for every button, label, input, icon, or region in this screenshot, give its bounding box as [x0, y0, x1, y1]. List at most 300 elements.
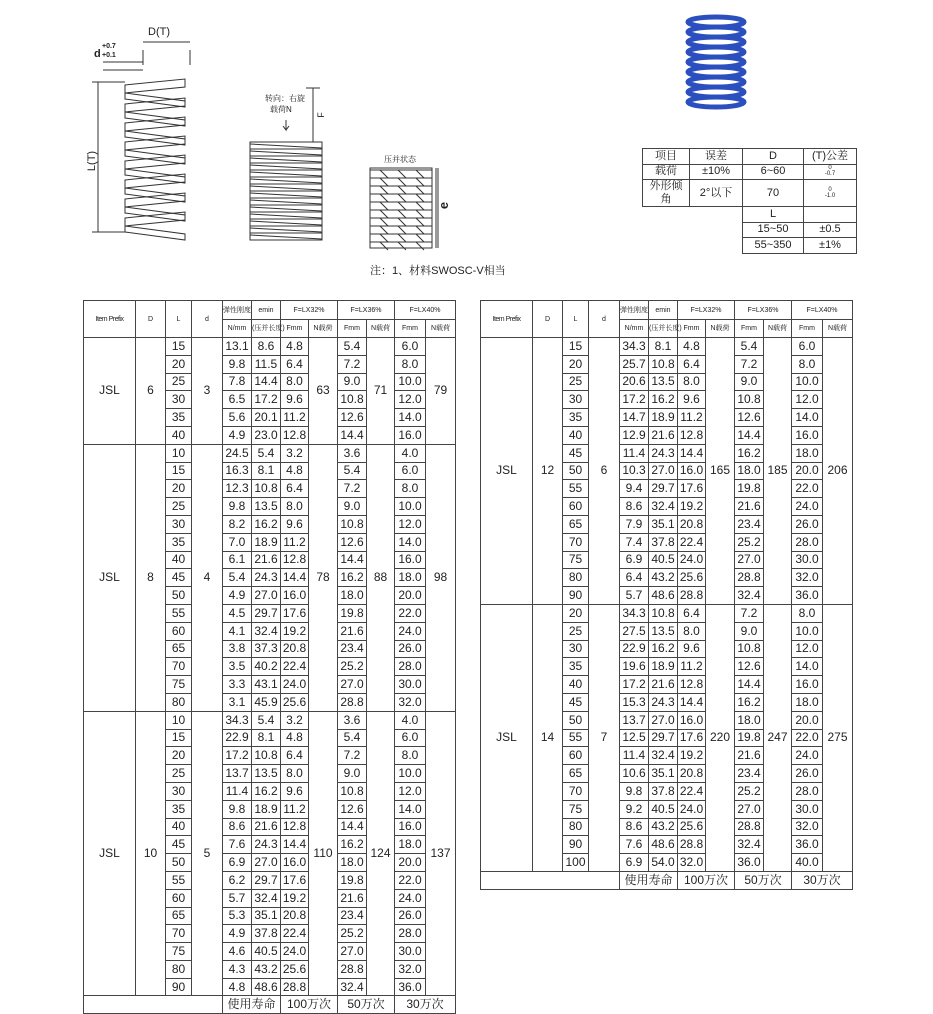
cell-L: 10: [166, 711, 192, 729]
cell-stiffness: 6.9: [223, 854, 252, 872]
cell-emin: 43.2: [649, 818, 678, 836]
coil-line: [250, 235, 322, 239]
cell-L: 75: [563, 551, 589, 569]
cell-L: 15: [563, 338, 589, 356]
cell-f36-load: 185: [764, 338, 792, 605]
cell-f40-fmm: 26.0: [395, 907, 426, 925]
cell-f36-fmm: 27.0: [338, 943, 367, 961]
cell-L: 35: [563, 658, 589, 676]
cell-f40-fmm: 14.0: [395, 800, 426, 818]
cell-f32-fmm: 11.2: [281, 800, 309, 818]
cell-stiffness: 4.9: [223, 587, 252, 605]
cell-f36-load: 124: [367, 711, 395, 996]
cell-f36-fmm: 27.0: [735, 800, 764, 818]
cell-stiffness: 5.7: [620, 587, 649, 605]
cell-emin: 32.4: [649, 747, 678, 765]
cell-stiffness: 15.3: [620, 693, 649, 711]
cell-stiffness: 19.6: [620, 658, 649, 676]
header-emin: emin: [649, 301, 678, 320]
cell-d: 4: [192, 444, 223, 711]
tol-D: 6~60: [743, 164, 804, 180]
hatch: [380, 210, 424, 218]
cell-f36-fmm: 10.8: [735, 640, 764, 658]
dim-L-label: L(T): [86, 150, 99, 172]
cell-f36-fmm: 10.8: [338, 515, 367, 533]
cell-f36-fmm: 9.0: [735, 373, 764, 391]
cell-f40-fmm: 22.0: [792, 729, 823, 747]
header-f36: F=LX36%: [338, 301, 395, 320]
cell-f36-fmm: 28.8: [735, 569, 764, 587]
cell-L: 55: [166, 871, 192, 889]
cell-stiffness: 9.8: [223, 800, 252, 818]
cell-stiffness: 7.9: [620, 515, 649, 533]
cell-f40-fmm: 16.0: [395, 551, 426, 569]
cell-stiffness: 4.5: [223, 604, 252, 622]
cell-emin: 18.9: [252, 800, 281, 818]
cell-f40-load: 275: [823, 604, 853, 871]
cell-f40-fmm: 4.0: [395, 711, 426, 729]
cell-f32-fmm: 12.8: [281, 426, 309, 444]
cell-f32-fmm: 24.0: [678, 800, 706, 818]
blue-coil: [688, 97, 744, 107]
cell-f32-fmm: 25.6: [678, 569, 706, 587]
cell-L: 80: [563, 818, 589, 836]
cell-emin: 29.7: [252, 604, 281, 622]
cell-stiffness: 12.5: [620, 729, 649, 747]
cell-L: 50: [563, 462, 589, 480]
cell-f32-fmm: 25.6: [281, 693, 309, 711]
cell-emin: 37.8: [252, 925, 281, 943]
tol-header-error: 误差: [690, 149, 743, 165]
cell-L: 45: [166, 836, 192, 854]
cell-f40-fmm: 18.0: [792, 444, 823, 462]
cell-stiffness: 7.6: [223, 836, 252, 854]
cell-f32-fmm: 14.4: [678, 444, 706, 462]
cell-L: 65: [563, 515, 589, 533]
cell-f36-load: 247: [764, 604, 792, 871]
cell-f40-fmm: 22.0: [792, 480, 823, 498]
cell-f32-fmm: 20.8: [678, 515, 706, 533]
cell-stiffness: 13.1: [223, 338, 252, 356]
cell-stiffness: 7.8: [223, 373, 252, 391]
cell-f36-fmm: 21.6: [735, 498, 764, 516]
cell-f36-fmm: 19.8: [338, 871, 367, 889]
header-f40: F=LX40%: [395, 301, 456, 320]
header-nload: N载荷: [706, 320, 735, 338]
cell-f40-fmm: 30.0: [792, 551, 823, 569]
coil-wire: [125, 131, 185, 145]
cell-emin: 35.1: [649, 765, 678, 783]
cell-emin: 40.5: [649, 551, 678, 569]
coil-line: [250, 207, 322, 211]
coil-line: [250, 214, 322, 218]
cell-L: 35: [166, 409, 192, 427]
cell-stiffness: 24.5: [223, 444, 252, 462]
cell-emin: 24.3: [252, 836, 281, 854]
coil-line: [250, 151, 322, 155]
table-row: [481, 338, 853, 356]
cell-emin: 16.2: [649, 640, 678, 658]
footer-cycles-36: 50万次: [338, 996, 395, 1014]
coil-line: [250, 228, 322, 232]
cell-f40-fmm: 20.0: [395, 854, 426, 872]
cell-emin: 14.4: [252, 373, 281, 391]
cell-f32-fmm: 24.0: [678, 551, 706, 569]
cell-f40-fmm: 30.0: [395, 676, 426, 694]
coil-line: [250, 144, 322, 148]
cell-f40-fmm: 6.0: [395, 729, 426, 747]
cell-f40-fmm: 30.0: [792, 800, 823, 818]
cell-f32-fmm: 12.8: [678, 676, 706, 694]
cell-f36-fmm: 32.4: [735, 587, 764, 605]
header-fmm: Fmm: [735, 320, 764, 338]
cell-f36-fmm: 21.6: [735, 747, 764, 765]
cell-f32-fmm: 17.6: [678, 729, 706, 747]
cell-emin: 17.2: [252, 391, 281, 409]
cell-f40-fmm: 12.0: [792, 391, 823, 409]
header-fmm: Fmm: [281, 320, 309, 338]
cell-f40-fmm: 12.0: [395, 391, 426, 409]
cell-f32-fmm: 8.0: [678, 373, 706, 391]
cell-f40-fmm: 36.0: [792, 836, 823, 854]
cell-f40-fmm: 28.0: [792, 533, 823, 551]
cell-L: 15: [166, 729, 192, 747]
cell-emin: 29.7: [252, 871, 281, 889]
cell-f32-fmm: 16.0: [281, 587, 309, 605]
cell-L: 45: [563, 693, 589, 711]
cell-f32-fmm: 6.4: [678, 604, 706, 622]
cell-stiffness: 3.1: [223, 693, 252, 711]
header-fmm: Fmm: [792, 320, 823, 338]
header-item-prefix: Item Prefix: [481, 301, 533, 338]
cell-stiffness: 6.1: [223, 551, 252, 569]
cell-prefix: JSL: [84, 338, 136, 445]
cell-emin: 32.4: [252, 889, 281, 907]
cell-f32-fmm: 28.8: [678, 587, 706, 605]
cell-stiffness: 25.7: [620, 355, 649, 373]
cell-f40-fmm: 26.0: [395, 640, 426, 658]
cell-f36-fmm: 14.4: [338, 551, 367, 569]
cell-f32-fmm: 16.0: [678, 462, 706, 480]
cell-f32-load: 63: [309, 338, 338, 445]
cell-f32-fmm: 20.8: [281, 907, 309, 925]
cell-emin: 24.3: [252, 569, 281, 587]
footer-blank: [84, 996, 223, 1014]
cell-L: 70: [166, 925, 192, 943]
cell-emin: 27.0: [649, 711, 678, 729]
rotation-label: 转向：右旋: [265, 94, 305, 103]
cell-stiffness: 7.4: [620, 533, 649, 551]
hatch: [380, 194, 424, 202]
cell-stiffness: 8.2: [223, 515, 252, 533]
cell-f40-fmm: 18.0: [792, 693, 823, 711]
cell-f32-fmm: 6.4: [281, 480, 309, 498]
cell-stiffness: 8.6: [223, 818, 252, 836]
cell-emin: 13.5: [252, 765, 281, 783]
cell-f40-load: 98: [426, 444, 456, 711]
cell-f40-fmm: 6.0: [792, 338, 823, 356]
cell-L: 80: [166, 693, 192, 711]
header-emin-sub: (压并长度): [252, 320, 281, 338]
cell-f40-fmm: 20.0: [792, 462, 823, 480]
header-D: D: [533, 301, 563, 338]
cell-stiffness: 7.0: [223, 533, 252, 551]
cell-f36-fmm: 21.6: [338, 622, 367, 640]
cell-f40-fmm: 12.0: [395, 782, 426, 800]
cell-L: 100: [563, 854, 589, 872]
cell-f32-fmm: 8.0: [281, 373, 309, 391]
cell-L: 90: [563, 836, 589, 854]
table-row: [481, 604, 853, 622]
cell-f32-fmm: 3.2: [281, 711, 309, 729]
cell-emin: 27.0: [252, 587, 281, 605]
cell-emin: 24.3: [649, 444, 678, 462]
cell-f36-fmm: 25.2: [735, 533, 764, 551]
hatch: [380, 226, 424, 234]
cell-L: 35: [563, 409, 589, 427]
cell-f40-fmm: 24.0: [792, 747, 823, 765]
cell-stiffness: 3.5: [223, 658, 252, 676]
cell-emin: 27.0: [252, 854, 281, 872]
cell-emin: 23.0: [252, 426, 281, 444]
cell-f40-fmm: 26.0: [792, 765, 823, 783]
cell-stiffness: 10.6: [620, 765, 649, 783]
cell-f40-load: 79: [426, 338, 456, 445]
header-row: [84, 301, 456, 320]
cell-emin: 40.2: [252, 658, 281, 676]
coil-line: [250, 158, 322, 162]
hatch: [380, 242, 424, 250]
cell-f36-fmm: 18.0: [338, 587, 367, 605]
cell-emin: 48.6: [649, 836, 678, 854]
cell-emin: 21.6: [252, 818, 281, 836]
cell-f32-fmm: 12.8: [281, 551, 309, 569]
cell-f36-fmm: 28.8: [338, 960, 367, 978]
cell-L: 65: [166, 907, 192, 925]
cell-stiffness: 3.3: [223, 676, 252, 694]
table-row: [84, 338, 456, 356]
cell-emin: 13.5: [649, 373, 678, 391]
coil-wire: [125, 169, 185, 183]
cell-f40-fmm: 18.0: [395, 569, 426, 587]
cell-emin: 54.0: [649, 854, 678, 872]
cell-L: 60: [166, 622, 192, 640]
cell-stiffness: 4.6: [223, 943, 252, 961]
header-row: [481, 301, 853, 320]
header-nload: N载荷: [764, 320, 792, 338]
footer-row: [84, 996, 456, 1014]
cell-f32-fmm: 24.0: [281, 943, 309, 961]
cell-L: 90: [166, 978, 192, 996]
footer-cycles-36: 50万次: [735, 871, 792, 889]
tol-L-value: ±0.5: [804, 222, 857, 238]
cell-f40-fmm: 40.0: [792, 854, 823, 872]
cell-f36-fmm: 36.0: [735, 854, 764, 872]
cell-f40-fmm: 8.0: [395, 480, 426, 498]
cell-f40-fmm: 12.0: [395, 515, 426, 533]
cell-emin: 45.9: [252, 693, 281, 711]
cell-emin: 13.5: [252, 498, 281, 516]
cell-f32-fmm: 20.8: [678, 765, 706, 783]
coil-wire: [125, 93, 185, 107]
hatch: [380, 218, 424, 226]
cell-f32-fmm: 19.2: [678, 747, 706, 765]
cell-stiffness: 10.3: [620, 462, 649, 480]
cell-stiffness: 4.1: [223, 622, 252, 640]
cell-emin: 37.8: [649, 533, 678, 551]
cell-L: 65: [563, 765, 589, 783]
cell-d: 5: [192, 711, 223, 996]
cell-f40-fmm: 10.0: [792, 373, 823, 391]
cell-f40-fmm: 16.0: [792, 676, 823, 694]
dim-D-label: D(T): [148, 26, 170, 38]
cell-f40-fmm: 10.0: [395, 373, 426, 391]
cell-f32-fmm: 8.0: [678, 622, 706, 640]
cell-L: 55: [563, 480, 589, 498]
cell-f36-load: 71: [367, 338, 395, 445]
cell-prefix: JSL: [481, 604, 533, 871]
header-fmm: Fmm: [678, 320, 706, 338]
cell-f40-fmm: 28.0: [792, 782, 823, 800]
tol-upper: 0: [828, 186, 832, 193]
header-stiffness-unit: N/mm: [620, 320, 649, 338]
cell-f40-fmm: 26.0: [792, 515, 823, 533]
cell-D: 14: [533, 604, 563, 871]
cell-D: 12: [533, 338, 563, 605]
cell-stiffness: 4.9: [223, 925, 252, 943]
cell-f32-fmm: 9.6: [281, 391, 309, 409]
cell-f40-fmm: 36.0: [395, 978, 426, 996]
cell-emin: 43.2: [649, 569, 678, 587]
cell-f32-fmm: 14.4: [281, 836, 309, 854]
cell-f36-fmm: 16.2: [338, 569, 367, 587]
hatch: [380, 234, 424, 242]
cell-stiffness: 17.2: [620, 391, 649, 409]
cell-f36-fmm: 18.0: [735, 462, 764, 480]
cell-stiffness: 6.9: [620, 854, 649, 872]
cell-f32-fmm: 20.8: [281, 640, 309, 658]
cell-d: 7: [589, 604, 620, 871]
spring-drawing: [80, 20, 440, 250]
header-emin-sub: (压并长度): [649, 320, 678, 338]
cell-f36-fmm: 9.0: [735, 622, 764, 640]
cell-d: 3: [192, 338, 223, 445]
cell-f36-fmm: 9.0: [338, 498, 367, 516]
cell-L: 70: [563, 533, 589, 551]
cell-emin: 35.1: [252, 907, 281, 925]
hatch: [380, 202, 424, 210]
cell-f36-fmm: 25.2: [735, 782, 764, 800]
cell-stiffness: 11.4: [620, 747, 649, 765]
tol-item: 载荷: [643, 164, 690, 180]
cell-f40-fmm: 16.0: [395, 818, 426, 836]
cell-f40-fmm: 32.0: [792, 818, 823, 836]
cell-stiffness: 13.7: [620, 711, 649, 729]
header-item-prefix: Item Prefix: [84, 301, 136, 338]
cell-stiffness: 22.9: [223, 729, 252, 747]
cell-emin: 20.1: [252, 409, 281, 427]
coil-line: [250, 200, 322, 204]
cell-f32-fmm: 14.4: [281, 569, 309, 587]
header-nload: N载荷: [823, 320, 853, 338]
header-stiffness: 弹性刚度: [223, 301, 252, 320]
cell-L: 40: [166, 818, 192, 836]
cell-f36-fmm: 28.8: [735, 818, 764, 836]
cell-f32-fmm: 24.0: [281, 676, 309, 694]
cell-f32-fmm: 11.2: [281, 409, 309, 427]
cell-D: 8: [136, 444, 166, 711]
footer-row: [481, 871, 853, 889]
cell-f40-fmm: 14.0: [792, 658, 823, 676]
tol-L: 55~350: [743, 238, 804, 254]
cell-stiffness: 5.3: [223, 907, 252, 925]
load-label: 载荷N: [270, 105, 292, 114]
coil-line: [250, 221, 322, 225]
footer-life: 使用寿命: [620, 871, 678, 889]
cell-emin: 37.8: [649, 782, 678, 800]
cell-f36-fmm: 32.4: [735, 836, 764, 854]
cell-emin: 18.9: [649, 658, 678, 676]
header-fmm: Fmm: [338, 320, 367, 338]
cell-f36-fmm: 9.0: [338, 765, 367, 783]
cell-L: 15: [166, 338, 192, 356]
cell-emin: 32.4: [649, 498, 678, 516]
cell-f36-fmm: 14.4: [338, 426, 367, 444]
header-nload: N载荷: [309, 320, 338, 338]
cell-emin: 18.9: [649, 409, 678, 427]
cell-f32-fmm: 14.4: [678, 693, 706, 711]
cell-emin: 21.6: [252, 551, 281, 569]
cell-f40-fmm: 8.0: [395, 747, 426, 765]
cell-L: 15: [166, 462, 192, 480]
cell-stiffness: 22.9: [620, 640, 649, 658]
cell-emin: 10.8: [649, 355, 678, 373]
cell-f40-load: 137: [426, 711, 456, 996]
cell-L: 30: [166, 782, 192, 800]
spec-table-left: [83, 300, 456, 1014]
cell-f32-fmm: 9.6: [281, 515, 309, 533]
cell-L: 40: [563, 426, 589, 444]
cell-emin: 32.4: [252, 622, 281, 640]
cell-stiffness: 27.5: [620, 622, 649, 640]
cell-L: 60: [563, 747, 589, 765]
coil-line: [250, 172, 322, 176]
tol-lower: -1.0: [824, 192, 836, 199]
cell-stiffness: 9.2: [620, 800, 649, 818]
cell-f32-load: 78: [309, 444, 338, 711]
cell-stiffness: 14.7: [620, 409, 649, 427]
cell-f32-fmm: 22.4: [281, 925, 309, 943]
cell-stiffness: 12.9: [620, 426, 649, 444]
cell-f32-fmm: 11.2: [678, 409, 706, 427]
cell-f32-load: 220: [706, 604, 735, 871]
cell-emin: 27.0: [649, 462, 678, 480]
cell-f36-fmm: 5.4: [735, 338, 764, 356]
cell-f32-fmm: 25.6: [281, 960, 309, 978]
coil-wire: [125, 226, 185, 240]
cell-L: 10: [166, 444, 192, 462]
cell-f40-fmm: 22.0: [395, 871, 426, 889]
cell-f32-fmm: 8.0: [281, 765, 309, 783]
cell-emin: 48.6: [649, 587, 678, 605]
cell-f32-fmm: 22.4: [678, 533, 706, 551]
cell-stiffness: 6.5: [223, 391, 252, 409]
coil-wire: [125, 150, 185, 164]
hatch: [380, 170, 424, 178]
cell-f36-fmm: 5.4: [338, 338, 367, 356]
cell-f36-fmm: 23.4: [735, 515, 764, 533]
footer-blank: [481, 871, 620, 889]
